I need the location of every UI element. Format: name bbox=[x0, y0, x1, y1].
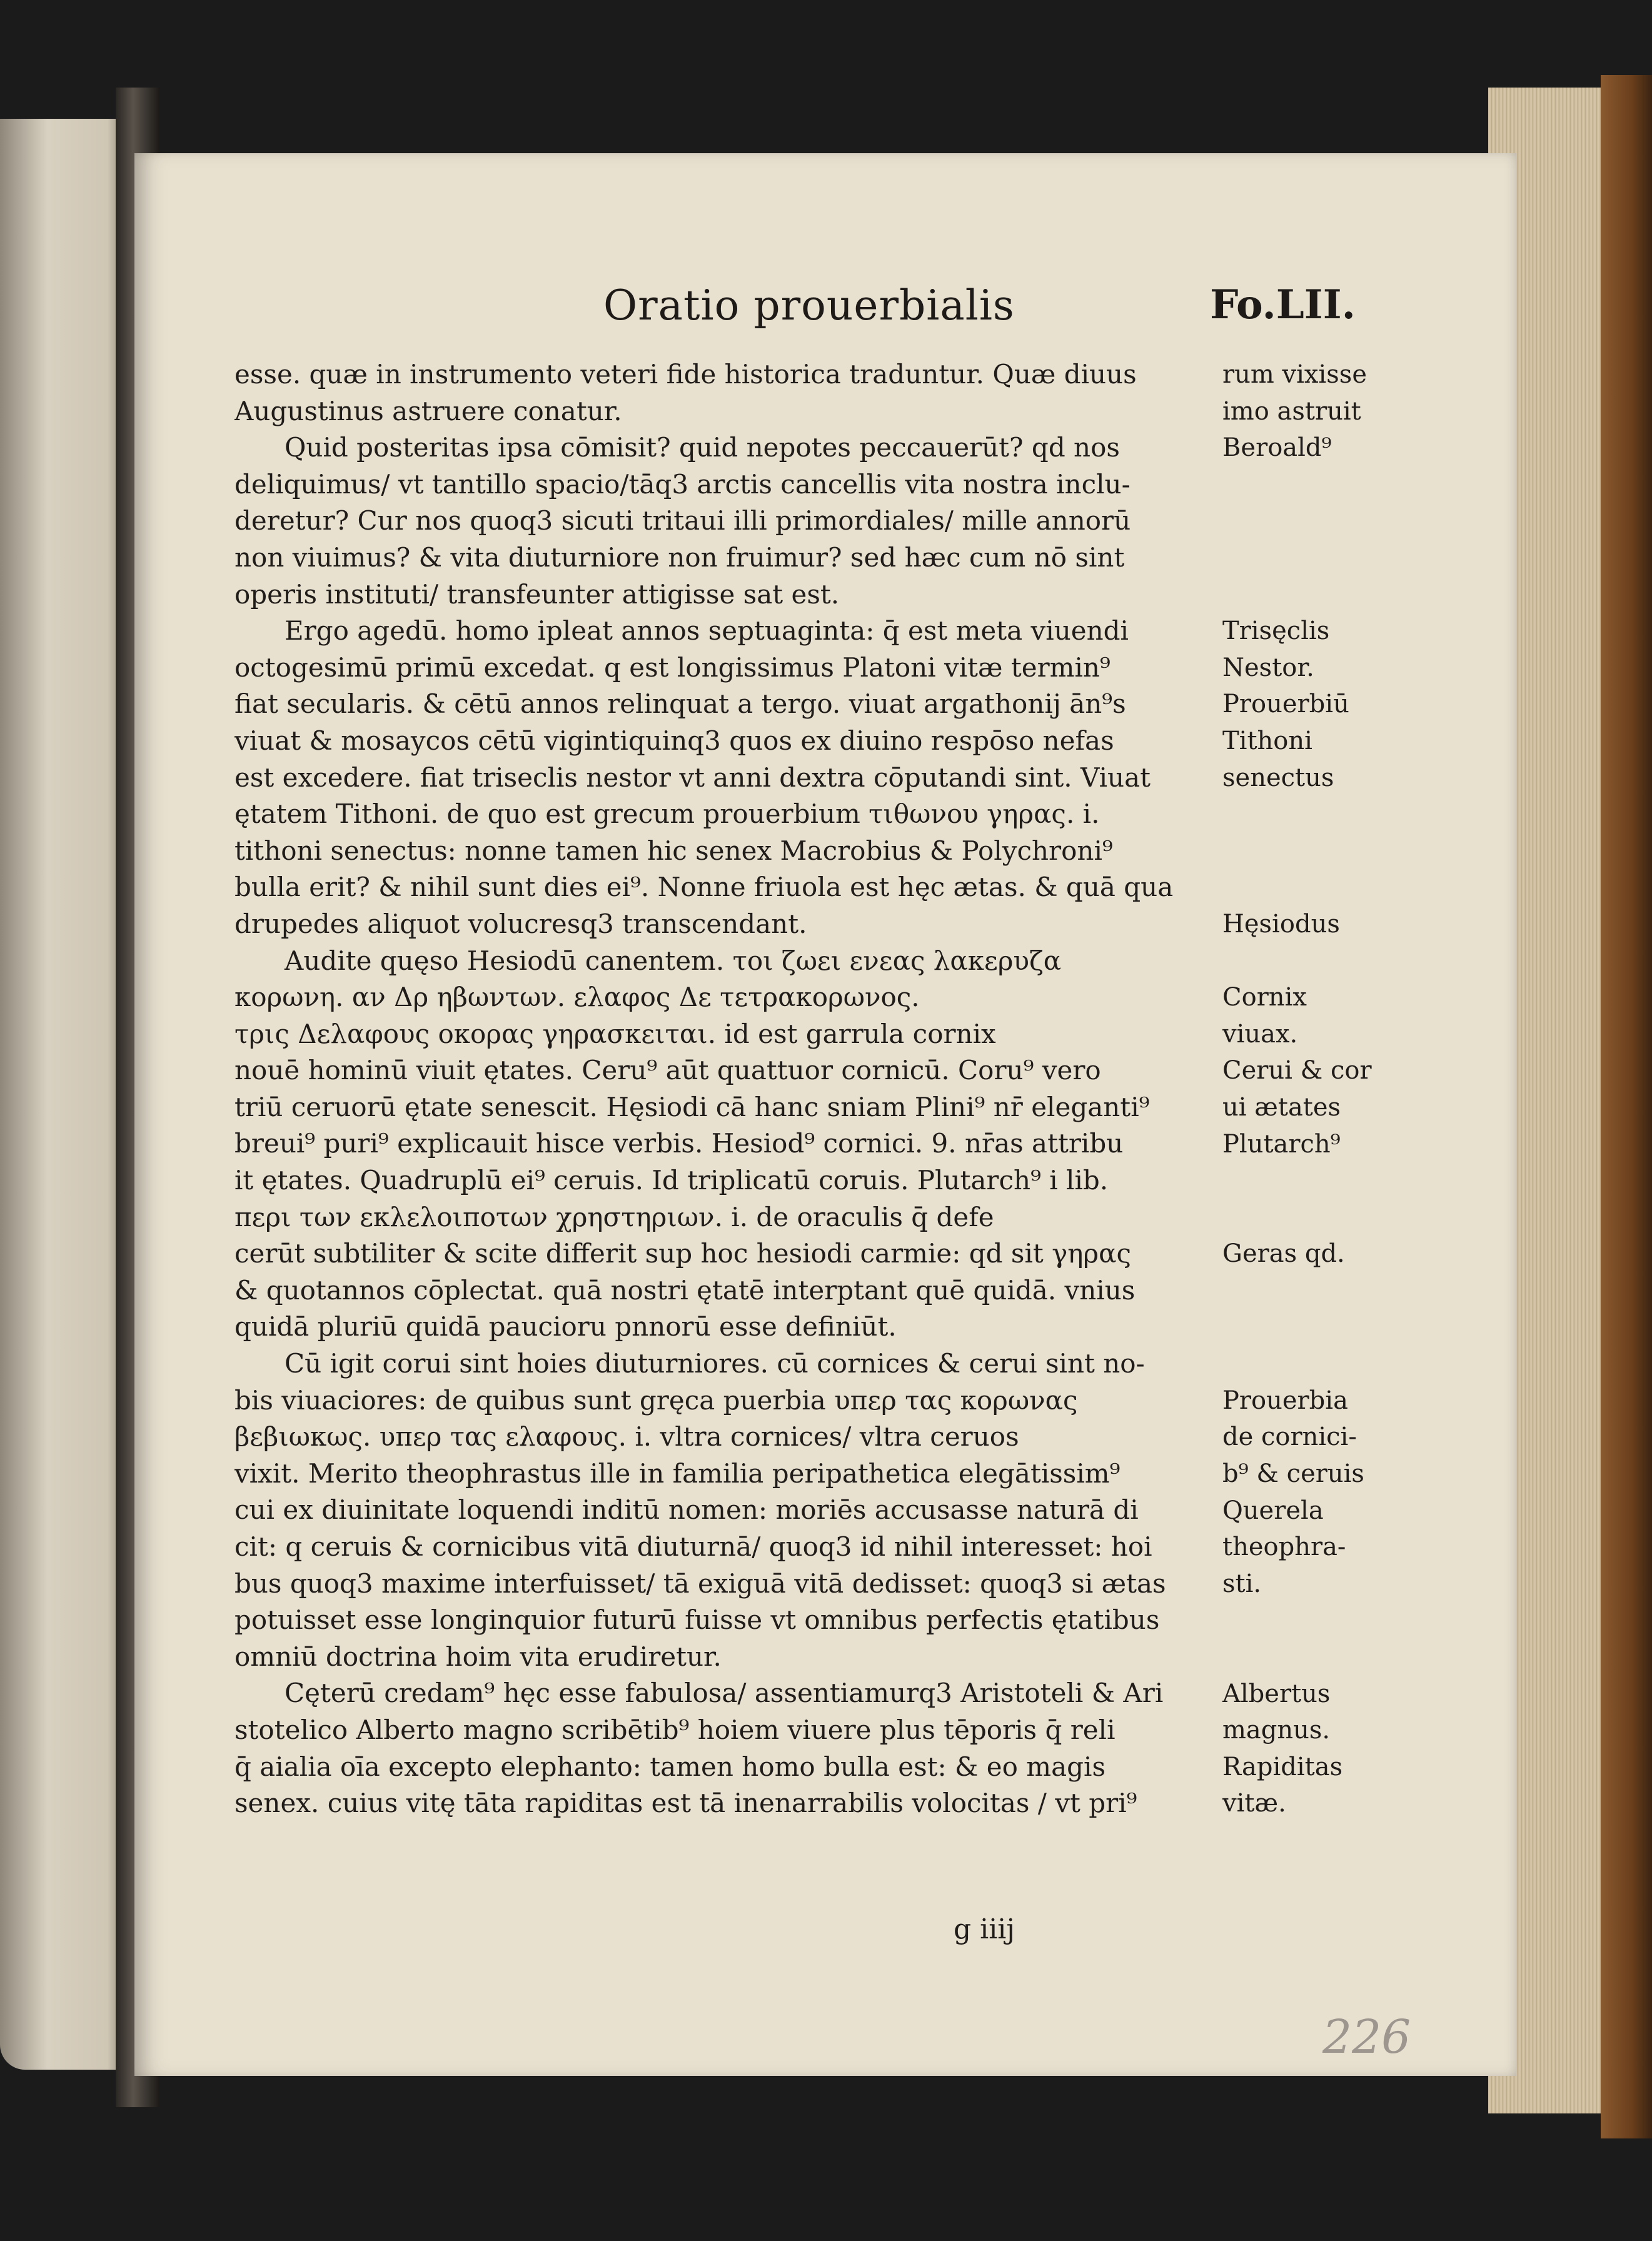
margin-note: b⁹ & ceruis bbox=[1222, 1459, 1364, 1488]
text-line: ętatem Tithoni. de quo est grecum prouerbium τιθωνου γηρας. i. bbox=[234, 798, 1100, 830]
margin-note: Albertus bbox=[1222, 1679, 1331, 1708]
text-line: it ętates. Quadruplū ei⁹ ceruis. Id triplicatū coruis. Plutarch⁹ i lib. bbox=[234, 1165, 1109, 1196]
text-line: breui⁹ puri⁹ explicauit hisce verbis. Hesiod⁹ cornici. 9. nr̄as attribu bbox=[234, 1128, 1124, 1159]
text-line: senex. cuius vitę tāta rapiditas est tā inenarrabilis volocitas / vt pri⁹ bbox=[234, 1788, 1137, 1819]
text-line: cit: q ceruis & cornicibus vitā diuturnā/ quoq3 id nihil interesset: hoi bbox=[234, 1531, 1152, 1562]
signature-mark: g iiij bbox=[954, 1913, 1015, 1945]
text-line: deretur? Cur nos quoq3 sicuti tritaui illi primordiales/ mille annorū bbox=[234, 505, 1131, 536]
margin-note: Trisęclis bbox=[1222, 617, 1330, 646]
text-line: Audite quęso Hesiodū canentem. τοι ζωει ενεας λακερυζα bbox=[285, 945, 1062, 976]
previous-page-edge bbox=[0, 119, 134, 2070]
text-line: omniū doctrina hoim vita erudiretur. bbox=[234, 1641, 722, 1672]
margin-note: vitæ. bbox=[1222, 1789, 1286, 1818]
book-page bbox=[134, 153, 1516, 2076]
text-line: operis instituti/ transfeunter attigisse sat est. bbox=[234, 578, 840, 610]
text-line: Augustinus astruere conatur. bbox=[234, 395, 622, 426]
text-line: Cęterū credam⁹ hęc esse fabulosa/ assentiamurq3 Aristoteli & Ari bbox=[285, 1678, 1164, 1709]
margin-note: Geras qd. bbox=[1222, 1239, 1345, 1269]
running-title: Oratio prouerbialis bbox=[603, 281, 1015, 330]
margin-note: de cornici- bbox=[1222, 1423, 1357, 1452]
margin-note: rum vixisse bbox=[1222, 360, 1367, 389]
margin-note: Prouerbiū bbox=[1222, 690, 1349, 719]
text-line: quidā pluriū quidā paucioru pnnorū esse definiūt. bbox=[234, 1311, 897, 1342]
running-head bbox=[472, 281, 1356, 338]
text-line: bulla erit? & nihil sunt dies ei⁹. Nonne friuola est hęc ætas. & quā qua bbox=[234, 872, 1174, 903]
text-line: bis viuaciores: de quibus sunt gręca puerbia υπερ τας κορωνας bbox=[234, 1384, 1078, 1416]
pencil-page-number: 226 bbox=[1322, 2010, 1411, 2064]
margin-note: viuax. bbox=[1222, 1019, 1298, 1049]
margin-note: imo astruit bbox=[1222, 396, 1361, 426]
margin-note: Prouerbia bbox=[1222, 1386, 1348, 1415]
text-line: octogesimū primū excedat. q est longissimus Platoni vitæ termin⁹ bbox=[234, 652, 1111, 683]
text-line: nouē hominū viuit ętates. Ceru⁹ aūt quattuor cornicū. Coru⁹ vero bbox=[234, 1055, 1101, 1086]
text-line: & quotannos cōplectat. quā nostri ętatē interptant quē quidā. vnius bbox=[234, 1274, 1136, 1306]
text-line: fiat secularis. & cētū annos relinquat a tergo. viuat argathonij ān⁹s bbox=[234, 688, 1126, 720]
text-line: potuisset esse longinquior futurū fuisse vt omnibus perfectis ętatibus bbox=[234, 1604, 1160, 1636]
margin-note: Cornix bbox=[1222, 983, 1307, 1012]
margin-note: Plutarch⁹ bbox=[1222, 1129, 1341, 1159]
book-cover-edge bbox=[1601, 75, 1652, 2138]
margin-note: Querela bbox=[1222, 1496, 1324, 1525]
text-line: cui ex diuinitate loquendi inditū nomen: moriēs accusasse naturā di bbox=[234, 1494, 1139, 1526]
margin-note: senectus bbox=[1222, 763, 1334, 792]
text-line: bus quoq3 maxime interfuisset/ tā exiguā vitā dedisset: quoq3 si ætas bbox=[234, 1568, 1166, 1599]
text-line: drupedes aliquot volucresq3 transcendant. bbox=[234, 908, 807, 939]
text-line: esse. quæ in instrumento veteri fide historica traduntur. Quæ diuus bbox=[234, 359, 1137, 390]
text-line: βεβιωκως. υπερ τας ελαφους. i. vltra cornices/ vltra ceruos bbox=[234, 1421, 1019, 1453]
margin-note: theophra- bbox=[1222, 1533, 1346, 1562]
text-line: triū ceruorū ętate senescit. Hęsiodi cā hanc sniam Plini⁹ nr̄ eleganti⁹ bbox=[234, 1091, 1150, 1122]
text-line: Ergo agedū. homo ipleat annos septuaginta: q̄ est meta viuendi bbox=[285, 615, 1129, 647]
text-line: est excedere. fiat triseclis nestor vt anni dextra cōputandi sint. Viuat bbox=[234, 762, 1151, 793]
folio-number: Fo.LII. bbox=[1210, 281, 1356, 328]
margin-note: Cerui & cor bbox=[1222, 1056, 1372, 1085]
margin-note: magnus. bbox=[1222, 1716, 1331, 1745]
margin-note: Tithoni bbox=[1222, 727, 1312, 755]
text-line: vixit. Merito theophrastus ille in familia peripathetica elegātissim⁹ bbox=[234, 1458, 1121, 1489]
text-line: deliquimus/ vt tantillo spacio/tāq3 arctis cancellis vita nostra inclu- bbox=[234, 468, 1131, 500]
main-text-block bbox=[234, 356, 1354, 1822]
text-line: κορωνη. αν Δρ ηβωντων. ελαφος Δε τετρακορωνος. bbox=[234, 982, 920, 1013]
text-line: stotelico Alberto magno scribētib⁹ hoiem viuere plus tēporis q̄ reli bbox=[234, 1714, 1116, 1745]
text-line: περι των εκλελοιποτων χρηστηριων. i. de oraculis q̄ defe bbox=[234, 1201, 994, 1232]
text-line: Quid posteritas ipsa cōmisit? quid nepotes peccauerūt? qd nos bbox=[285, 432, 1120, 463]
margin-note: Hęsiodus bbox=[1222, 910, 1340, 939]
margin-note: ui ætates bbox=[1222, 1093, 1341, 1122]
margin-note: Beroald⁹ bbox=[1222, 433, 1332, 463]
text-line: viuat & mosaycos cētū vigintiquinq3 quos ex diuino respōso nefas bbox=[234, 725, 1114, 756]
text-line: Cū igit corui sint hoies diuturniores. cū cornices & cerui sint no- bbox=[285, 1348, 1145, 1379]
margin-note: Rapiditas bbox=[1222, 1752, 1343, 1781]
margin-note: sti. bbox=[1222, 1569, 1262, 1598]
text-line: q̄ aialia oīa excepto elephanto: tamen homo bulla est: & eo magis bbox=[234, 1751, 1106, 1782]
text-line: cerūt subtiliter & scite differit sup hoc hesiodi carmie: qd sit γηρας bbox=[234, 1238, 1131, 1269]
margin-note: Nestor. bbox=[1222, 653, 1314, 682]
text-line: non viuimus? & vita diuturniore non fruimur? sed hæc cum nō sint bbox=[234, 541, 1125, 573]
text-line: tithoni senectus: nonne tamen hic senex Macrobius & Polychroni⁹ bbox=[234, 835, 1113, 866]
text-line: τρις Δελαφους οκορας γηρασκειται. id est garrula cornix bbox=[234, 1018, 996, 1049]
